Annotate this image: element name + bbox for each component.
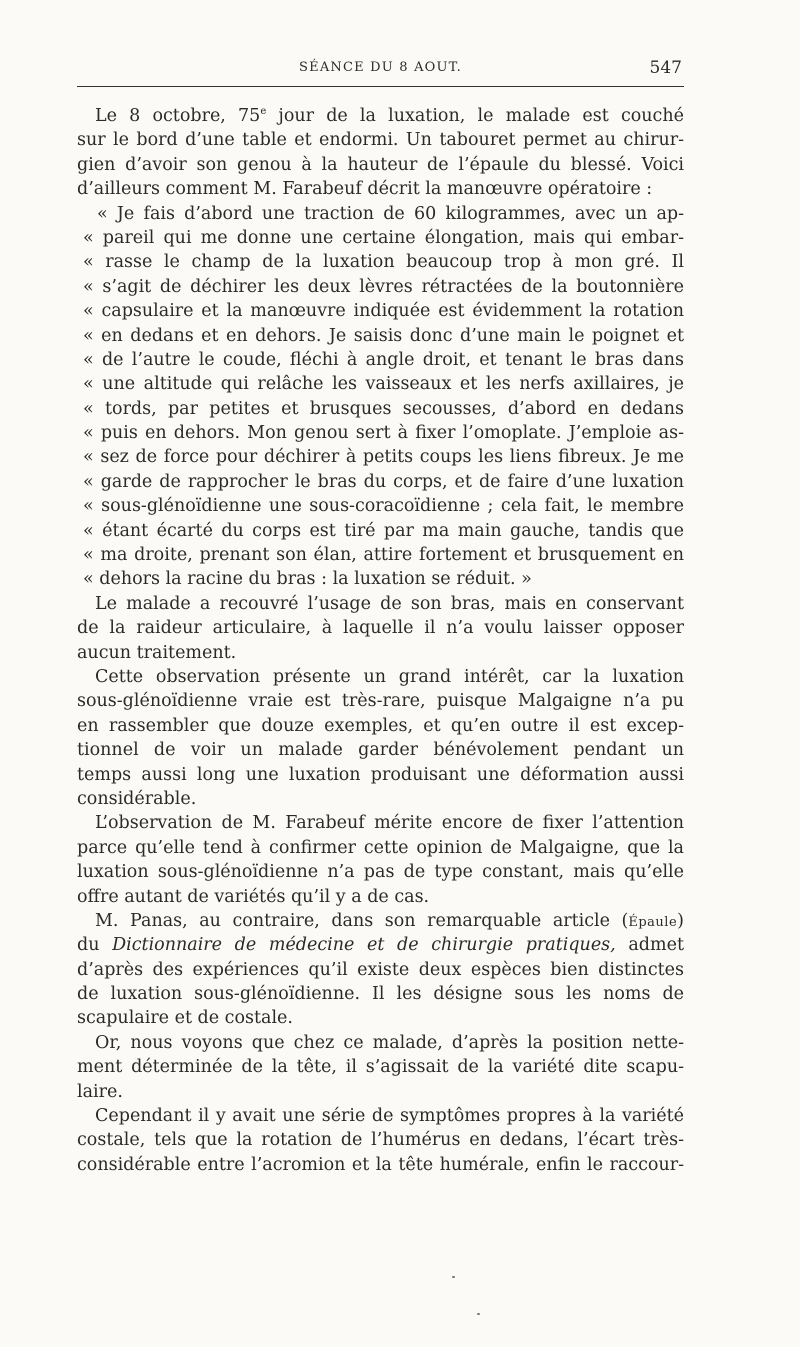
text-line: considérable.: [77, 788, 197, 809]
text-line: « sous-glénoïdienne une sous-coracoïdienne ; cela fait, le membre: [83, 496, 684, 517]
paragraph: [77, 592, 684, 665]
text-line: temps aussi long une luxation produisant une déformation aussi: [77, 764, 684, 785]
text-line: Le malade a recouvré l’usage de son bras, mais en conservant: [95, 593, 684, 614]
text-line: « pareil qui me donne une certaine élongation, mais qui embar-: [83, 227, 684, 248]
text-line: Or, nous voyons que chez ce malade, d’après la position nette-: [95, 1032, 684, 1053]
text-line: laire.: [77, 1081, 123, 1102]
paragraph: [77, 1031, 684, 1104]
paragraph: [77, 104, 684, 202]
text-line: sur le bord d’une table et endormi. Un tabouret permet au chirur-: [77, 130, 684, 151]
text-line: « capsulaire et la manœuvre indiquée est évidemment la rotation: [83, 301, 684, 322]
text-line: de luxation sous-glénoïdienne. Il les désigne sous les noms de: [77, 984, 684, 1005]
text-line: tionnel de voir un malade garder bénévolement pendant un: [77, 740, 684, 761]
paragraph: [77, 909, 684, 1031]
text-line: de la raideur articulaire, à laquelle il n’a voulu laisser opposer: [77, 618, 684, 639]
text-line: « dehors la racine du bras : la luxation se réduit. »: [83, 569, 532, 590]
ink-speck: [452, 1276, 455, 1278]
text-line: L’observation de M. Farabeuf mérite encore de fixer l’attention: [95, 813, 684, 834]
text-line: sous-glénoïdienne vraie est très-rare, puisque Malgaigne n’a pu: [77, 691, 684, 712]
text-line: « une altitude qui relâche les vaisseaux et les nerfs axillaires, je: [83, 374, 684, 395]
ink-speck: [477, 1313, 480, 1315]
text-line: « en dedans et en dehors. Je saisis donc d’une main le poignet et: [83, 325, 684, 346]
text-line: ment déterminée de la tête, il s’agissait de la variété dite scapu-: [77, 1057, 684, 1078]
paragraph: [77, 811, 684, 909]
text-line: « puis en dehors. Mon genou sert à fixer l’omoplate. J’emploie as-: [83, 423, 684, 444]
text-line: d’ailleurs comment M. Farabeuf décrit la manœuvre opératoire :: [77, 179, 653, 200]
running-head: SÉANCE DU 8 AOUT.: [299, 60, 462, 75]
text-line: aucun traitement.: [77, 642, 237, 663]
text-line: « rasse le champ de la luxation beaucoup trop à mon gré. Il: [83, 252, 684, 273]
text-line: « tords, par petites et brusques secousses, d’abord en dedans: [83, 398, 684, 419]
text-line: M. Panas, au contraire, dans son remarquable article (Épaule): [95, 910, 684, 931]
text-line: « sez de force pour déchirer à petits coups les liens fibreux. Je me: [83, 447, 684, 468]
paragraph: [77, 665, 684, 811]
text-line: « ma droite, prenant son élan, attire fortement et brusquement en: [83, 545, 684, 566]
page-number: 547: [649, 58, 682, 78]
paragraph: [77, 1104, 684, 1177]
text-line: considérable entre l’acromion et la tête humérale, enfin le raccour-: [77, 1154, 684, 1175]
page-header: [77, 60, 684, 87]
text-line: d’après des expériences qu’il existe deux espèces bien distinctes: [77, 959, 684, 980]
text-line: « étant écarté du corps est tiré par ma main gauche, tandis que: [83, 520, 684, 541]
text-line: « s’agit de déchirer les deux lèvres rétractées de la boutonnière: [83, 276, 684, 297]
text-line: scapulaire et de costale.: [77, 1008, 293, 1029]
text-line: offre autant de variétés qu’il y a de cas.: [77, 886, 430, 907]
text-line: gien d’avoir son genou à la hauteur de l’épaule du blessé. Voici: [77, 154, 684, 175]
text-line: « garde de rapprocher le bras du corps, et de faire d’une luxation: [83, 471, 684, 492]
text-line: Cependant il y avait une série de symptômes propres à la variété: [95, 1106, 684, 1127]
text-line: luxation sous-glénoïdienne n’a pas de type constant, mais qu’elle: [77, 862, 684, 883]
text-line: en rassembler que douze exemples, et qu’en outre il est excep-: [77, 715, 684, 736]
text-line: « Je fais d’abord une traction de 60 kilogrammes, avec un ap-: [97, 203, 684, 224]
text-line: « de l’autre le coude, fléchi à angle droit, et tenant le bras dans: [83, 349, 684, 370]
text-line: du Dictionnaire de médecine et de chirurgie pratiques, admet: [77, 935, 684, 956]
text-line: costale, tels que la rotation de l’humérus en dedans, l’écart très-: [77, 1130, 684, 1151]
text-line: parce qu’elle tend à confirmer cette opinion de Malgaigne, que la: [77, 837, 684, 858]
text-line: Le 8 octobre, 75e jour de la luxation, le malade est couché: [95, 106, 684, 126]
quotation: [77, 202, 684, 592]
body-text: [77, 104, 684, 1177]
text-line: Cette observation présente un grand intérêt, car la luxation: [95, 666, 684, 687]
